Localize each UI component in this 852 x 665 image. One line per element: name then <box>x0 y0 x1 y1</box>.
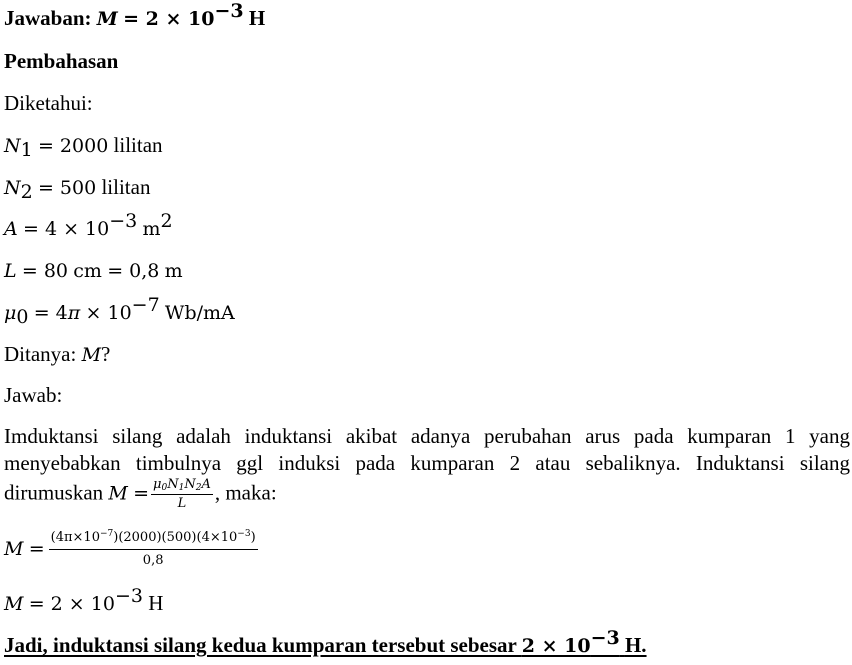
mu-value-post: × 10 <box>85 302 132 324</box>
calculation-line <box>4 530 258 570</box>
a-exp: −3 <box>109 210 138 232</box>
a-unit: m <box>142 218 161 240</box>
l-unit1: cm <box>73 260 102 282</box>
answer-eq: = 2 × 10 <box>123 8 215 30</box>
n1-var: N <box>4 135 21 157</box>
section-heading: Pembahasan <box>4 49 119 73</box>
result-exp: −3 <box>114 585 143 607</box>
a-value: = 4 × 10 <box>22 218 110 240</box>
formula-numerator: $\mu_0N_1N_2A$ <box>151 477 213 495</box>
l-value2: = 0,8 <box>107 260 160 282</box>
conclusion-line <box>4 627 647 658</box>
answer-var: M <box>96 8 118 30</box>
known-label: Diketahui: <box>4 91 93 115</box>
mu-pi: π <box>67 302 81 324</box>
answer-line <box>4 0 266 31</box>
explanation-text: Imduktansi silang adalah induktansi akibat adanya perubahan arus pada kumparan 1 yang menyebabkan timbulnya ggl induksi pada kumparan 2 atau sebaliknya. Induktansi silang dirumuskan <box>4 424 850 505</box>
result-line <box>4 585 164 616</box>
a-unit-exp: 2 <box>160 210 173 232</box>
mu-sub: 0 <box>16 306 29 328</box>
jawab-label: Jawab: <box>4 383 63 407</box>
mu-value-pre: = 4 <box>33 302 68 324</box>
asked-suffix: ? <box>101 342 111 366</box>
n1-value: = 2000 <box>37 135 109 157</box>
conclusion-exp: −3 <box>590 627 620 649</box>
answer-unit: H <box>248 6 266 30</box>
calc-eq: = <box>28 537 45 560</box>
mu-var: μ <box>4 302 17 324</box>
a-var: A <box>4 218 18 240</box>
explanation-tail: , maka: <box>214 480 277 505</box>
explanation-eq: = <box>133 482 150 505</box>
known-n2 <box>4 175 151 203</box>
explanation-paragraph <box>4 423 850 513</box>
result-unit: H <box>148 591 164 615</box>
conclusion-text: Jadi, induktansi silang kedua kumparan tersebut sebesar <box>4 633 517 657</box>
l-var: L <box>4 260 17 282</box>
result-eq: = 2 × 10 <box>28 593 115 615</box>
n2-value: = 500 <box>37 177 97 199</box>
calc-fraction <box>49 530 258 570</box>
mu-exp: −7 <box>131 294 160 316</box>
n1-sub: 1 <box>20 139 33 161</box>
calc-var: M <box>4 537 24 560</box>
known-area <box>4 210 173 241</box>
known-length <box>4 258 183 283</box>
l-value: = 80 <box>21 260 69 282</box>
mu-unit: Wb/mA <box>164 302 235 324</box>
asked-label: Ditanya: <box>4 342 77 366</box>
n2-sub: 2 <box>20 181 33 203</box>
conclusion-value: 2 × 10 <box>521 635 591 657</box>
formula-denominator: L <box>177 496 187 512</box>
mutual-inductance-formula <box>151 477 213 513</box>
asked-var: M <box>81 344 102 366</box>
answer-label: Jawaban: <box>4 6 92 30</box>
l-unit2: m <box>164 260 183 282</box>
explanation-var: M <box>108 482 128 505</box>
calc-denominator: 0,8 <box>142 552 164 568</box>
conclusion-unit: H. <box>624 633 647 657</box>
result-var: M <box>4 593 24 615</box>
n2-unit: lilitan <box>101 175 151 199</box>
asked-line <box>4 342 110 367</box>
calc-numerator: $(4\pi\times 10^{-7})(2000)(500)(4\times 10^{-3})$ <box>49 530 258 550</box>
known-mu0 <box>4 294 235 328</box>
answer-exp: −3 <box>214 0 244 22</box>
n2-var: N <box>4 177 21 199</box>
n1-unit: lilitan <box>113 133 163 157</box>
known-n1 <box>4 133 163 161</box>
